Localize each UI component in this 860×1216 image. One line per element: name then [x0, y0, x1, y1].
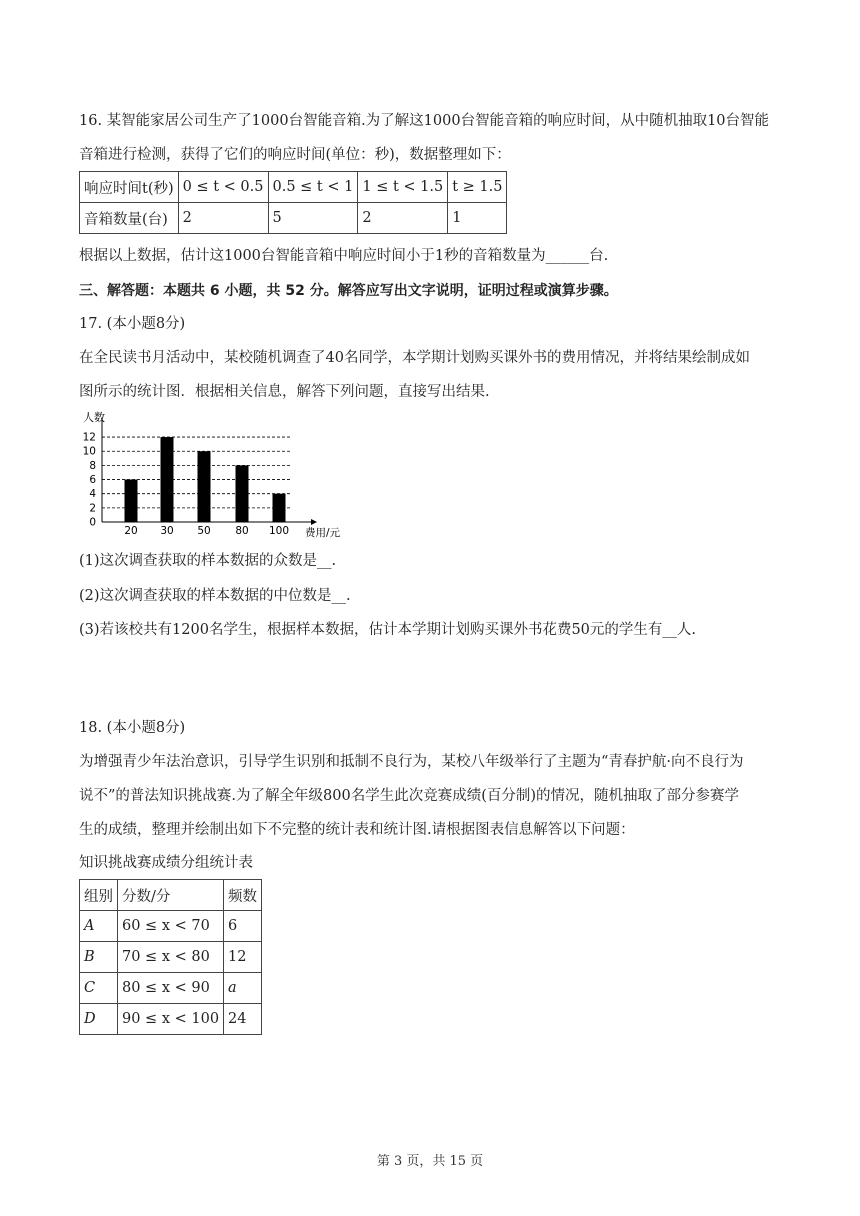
- q18-heading: 18. (本小题8分): [79, 720, 186, 736]
- group-label: C: [84, 980, 96, 996]
- table-row: [80, 911, 262, 942]
- bar: [161, 437, 174, 522]
- page-footer: 第 3 页，共 15 页: [376, 1154, 484, 1169]
- table-cell: 6: [224, 911, 262, 942]
- section-heading: 三、解答题：本题共 6 小题，共 52 分。解答应写出文字说明，证明过程或演算步骤。: [79, 283, 618, 299]
- x-axis-arrow: [311, 519, 317, 525]
- q18-line3: 生的成绩，整理并绘制出如下不完整的统计表和统计图.请根据图表信息解答以下问题：: [79, 822, 635, 838]
- y-tick-label: 8: [89, 459, 96, 472]
- table-cell: t ≥ 1.5: [448, 172, 507, 203]
- table-row: [80, 942, 262, 973]
- table-row: [80, 172, 507, 203]
- table-cell: 70 ≤ x < 80: [118, 942, 224, 973]
- bar: [198, 451, 211, 522]
- y-tick-label: 4: [89, 488, 96, 501]
- q17-sub2: (2)这次调查获取的样本数据的中位数是__.: [79, 588, 351, 604]
- bar: [236, 465, 249, 522]
- table-cell: 80 ≤ x < 90: [118, 973, 224, 1004]
- table-cell: [80, 942, 118, 973]
- q17-line1: 在全民读书月活动中，某校随机调查了40名同学，本学期计划购买课外书的费用情况，并将结果绘制成如: [79, 350, 750, 366]
- frequency-value: a: [228, 980, 237, 996]
- y-tick-label: 6: [89, 474, 96, 487]
- q17-heading: 17. (本小题8分): [79, 316, 186, 332]
- table-row: [80, 880, 262, 911]
- q18-table: [79, 879, 262, 1035]
- x-tick-label: 20: [124, 525, 138, 537]
- q16-line1: 16. 某智能家居公司生产了1000台智能音箱.为了解这1000台智能音箱的响应时间，从中随机抽取10台智能: [79, 113, 770, 129]
- table-cell: 组别: [80, 880, 118, 911]
- table-cell: [80, 911, 118, 942]
- table-cell: 5: [268, 203, 358, 234]
- y-axis-label: 人数: [83, 411, 105, 424]
- x-axis-label: 费用/元: [305, 527, 341, 538]
- table-cell: 1 ≤ t < 1.5: [358, 172, 448, 203]
- table-cell: 2: [178, 203, 268, 234]
- q17-line2: 图所示的统计图．根据相关信息，解答下列问题，直接写出结果.: [79, 384, 490, 400]
- q18-line1: 为增强青少年法治意识，引导学生识别和抵制不良行为，某校八年级举行了主题为“青春护航·向不良行为: [79, 754, 744, 770]
- q17-sub1: (1)这次调查获取的样本数据的众数是__.: [79, 553, 337, 569]
- q17-sub3: (3)若该校共有1200名学生，根据样本数据，估计本学期计划购买课外书花费50元的学生有__人.: [79, 622, 696, 638]
- x-tick-label: 100: [268, 525, 290, 537]
- table-cell: [80, 1004, 118, 1035]
- y-tick-label: 0: [89, 516, 96, 529]
- q16-line2: 音箱进行检测，获得了它们的响应时间(单位：秒)，数据整理如下：: [79, 147, 511, 163]
- q18-table-title: 知识挑战赛成绩分组统计表: [79, 855, 253, 871]
- table-cell: [224, 973, 262, 1004]
- table-cell: 频数: [224, 880, 262, 911]
- table-cell: 24: [224, 1004, 262, 1035]
- group-label: A: [84, 918, 95, 934]
- x-tick-label: 80: [235, 525, 249, 537]
- table-cell: 60 ≤ x < 70: [118, 911, 224, 942]
- x-tick-label: 50: [197, 525, 211, 537]
- table-cell: 分数/分: [118, 880, 224, 911]
- x-tick-label: 30: [160, 525, 174, 537]
- table-row: [80, 1004, 262, 1035]
- q16-table: [79, 171, 507, 234]
- y-tick-label: 2: [89, 502, 96, 515]
- table-cell: [80, 973, 118, 1004]
- table-cell: 1: [448, 203, 507, 234]
- bar: [125, 480, 138, 522]
- table-cell: 90 ≤ x < 100: [118, 1004, 224, 1035]
- group-label: B: [84, 949, 95, 965]
- table-cell: 12: [224, 942, 262, 973]
- q18-line2: 说不”的普法知识挑战赛.为了解全年级800名学生此次竞赛成绩(百分制)的情况，随机抽取了部分参赛学: [79, 788, 740, 804]
- table-cell: 响应时间t(秒): [80, 172, 179, 203]
- table-cell: 音箱数量(台): [80, 203, 179, 234]
- table-cell: 0.5 ≤ t < 1: [268, 172, 358, 203]
- bar-chart: [79, 410, 351, 538]
- table-row: [80, 203, 507, 234]
- q16-line3: 根据以上数据，估计这1000台智能音箱中响应时间小于1秒的音箱数量为______台.: [79, 248, 609, 264]
- table-row: [80, 973, 262, 1004]
- table-cell: 0 ≤ t < 0.5: [178, 172, 268, 203]
- group-label: D: [84, 1011, 96, 1027]
- bar: [273, 494, 286, 522]
- y-tick-label: 12: [82, 431, 96, 444]
- y-tick-label: 10: [82, 445, 96, 458]
- table-cell: 2: [358, 203, 448, 234]
